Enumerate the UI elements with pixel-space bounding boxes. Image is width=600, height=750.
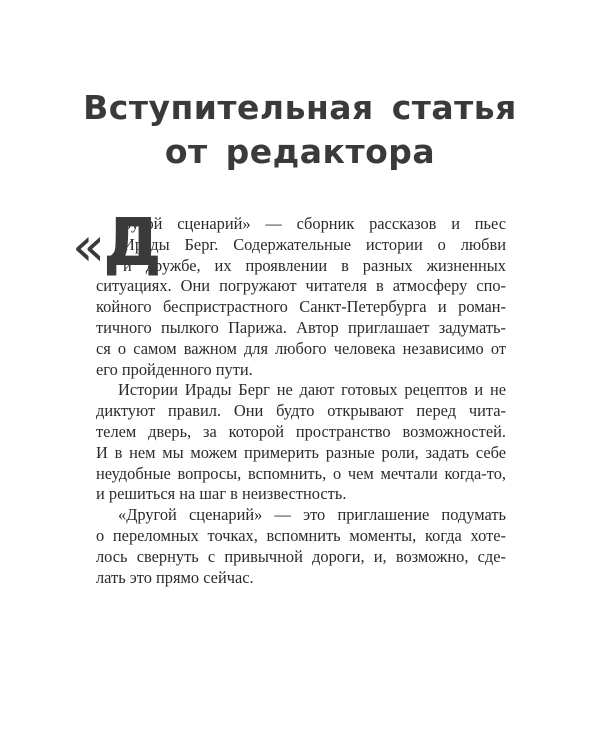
paragraph-line: И в нем мы можем примерить разные роли, задать себе bbox=[96, 442, 506, 462]
paragraph-line: ругой сценарий» — сборник рассказов и пьес bbox=[123, 214, 506, 233]
paragraph-line: диктуют правил. Они будто открывают перед чита- bbox=[96, 401, 506, 421]
paragraph-line: ситуациях. Они погружают читателя в атмосферу спо- bbox=[96, 276, 506, 296]
paragraph-line: койного беспристрастного Санкт-Петербурга и роман- bbox=[96, 297, 506, 317]
paragraph-3 bbox=[96, 505, 506, 588]
page-title bbox=[0, 86, 600, 174]
title-line-1: Вступительная статья bbox=[83, 88, 517, 127]
drop-cap-letter: Д bbox=[103, 204, 162, 281]
paragraph-line: «Другой сценарий» — это приглашение подумать bbox=[118, 505, 506, 525]
paragraph-line: и дружбе, их проявлении в разных жизненных bbox=[123, 255, 506, 275]
paragraph-line: Ирады Берг. Содержательные истории о любви bbox=[123, 234, 506, 254]
paragraph-line: лать это прямо сейчас. bbox=[96, 567, 254, 587]
paragraph-2 bbox=[96, 380, 506, 505]
paragraph-line: о переломных точках, вспомнить моменты, когда хоте- bbox=[96, 525, 506, 545]
article-body bbox=[72, 204, 506, 588]
paragraph-line: Истории Ирады Берг не дают готовых рецептов и не bbox=[118, 380, 506, 400]
paragraph-line: и решиться на шаг в неизвестность. bbox=[96, 484, 347, 504]
paragraph-line: ся о самом важном для любого человека независимо от bbox=[96, 338, 506, 358]
drop-cap bbox=[72, 204, 162, 281]
paragraph-line: тичного пылкого Парижа. Автор приглашает задумать- bbox=[96, 317, 506, 337]
paragraph-line: неудобные вопросы, вспомнить, о чем мечтали когда-то, bbox=[96, 463, 506, 483]
paragraph-line: лось свернуть с привычной дороги, и, возможно, сде- bbox=[96, 546, 506, 566]
paragraph-line: телем дверь, за которой пространство возможностей. bbox=[96, 421, 506, 441]
drop-cap-quote: « bbox=[72, 215, 106, 278]
title-line-2: от редактора bbox=[164, 132, 436, 171]
paragraph-line: его пройденного пути. bbox=[96, 359, 253, 379]
